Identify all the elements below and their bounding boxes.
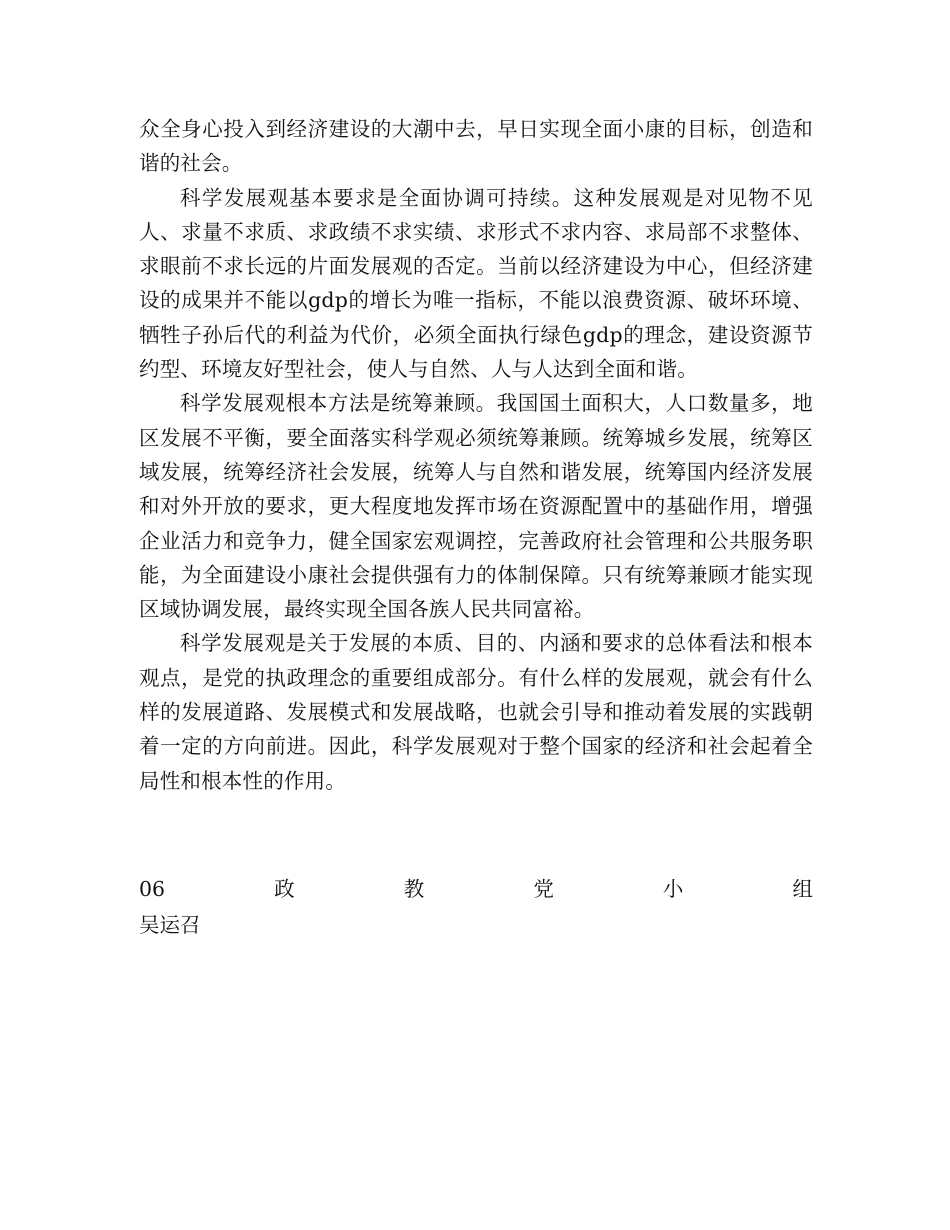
- paragraph-4: 科学发展观是关于发展的本质、目的、内涵和要求的总体看法和根本观点，是党的执政理念的重要组成部分。有什么样的发展观，就会有什么样的发展道路、发展模式和发展战略，也就会引导和推动着发展的实践朝着一定的方向前进。因此，科学发展观对于整个国家的经济和社会起着全局性和根本性的作用。: [139, 631, 813, 793]
- signature-char: 小: [662, 877, 684, 901]
- signature-char: 教: [403, 877, 425, 901]
- signature-char: 政: [274, 877, 295, 901]
- signature-char: 党: [533, 877, 554, 901]
- paragraph-1: 众全身心投入到经济建设的大潮中去，早日实现全面小康的目标，创造和谐的社会。: [139, 117, 813, 176]
- signature-char: 组: [792, 877, 813, 901]
- paragraph-2: 科学发展观基本要求是全面协调可持续。这种发展观是对见物不见人、求量不求质、求政绩不求实绩、求形式不求内容、求局部不求整体、求眼前不求长远的片面发展观的否定。当前以经济建设为中心，但经济建设的成果并不能以gdp的增长为唯一指标，不能以浪费资源、破坏环境、牺牲子孙后代的利益为代价，必须全面执行绿色gdp的理念，建设资源节约型、环境友好型社会，使人与自然、人与人达到全面和谐。: [139, 185, 813, 382]
- signature-group-line: [139, 872, 813, 906]
- paragraph-3: 科学发展观根本方法是统筹兼顾。我国国土面积大，人口数量多，地区发展不平衡，要全面落实科学观必须统筹兼顾。统筹城乡发展，统筹区域发展，统筹经济社会发展，统筹人与自然和谐发展，统筹国内经济发展和对外开放的要求，更大程度地发挥市场在资源配置中的基础作用，增强企业活力和竞争力，健全国家宏观调控，完善政府社会管理和公共服务职能，为全面建设小康社会提供强有力的体制保障。只有统筹兼顾才能实现区域协调发展，最终实现全国各族人民共同富裕。: [139, 391, 813, 622]
- document-body: [139, 112, 813, 798]
- signature-class-number: 06: [139, 877, 166, 901]
- signature-block: [139, 872, 813, 943]
- signature-author-name: 吴运召: [139, 913, 201, 938]
